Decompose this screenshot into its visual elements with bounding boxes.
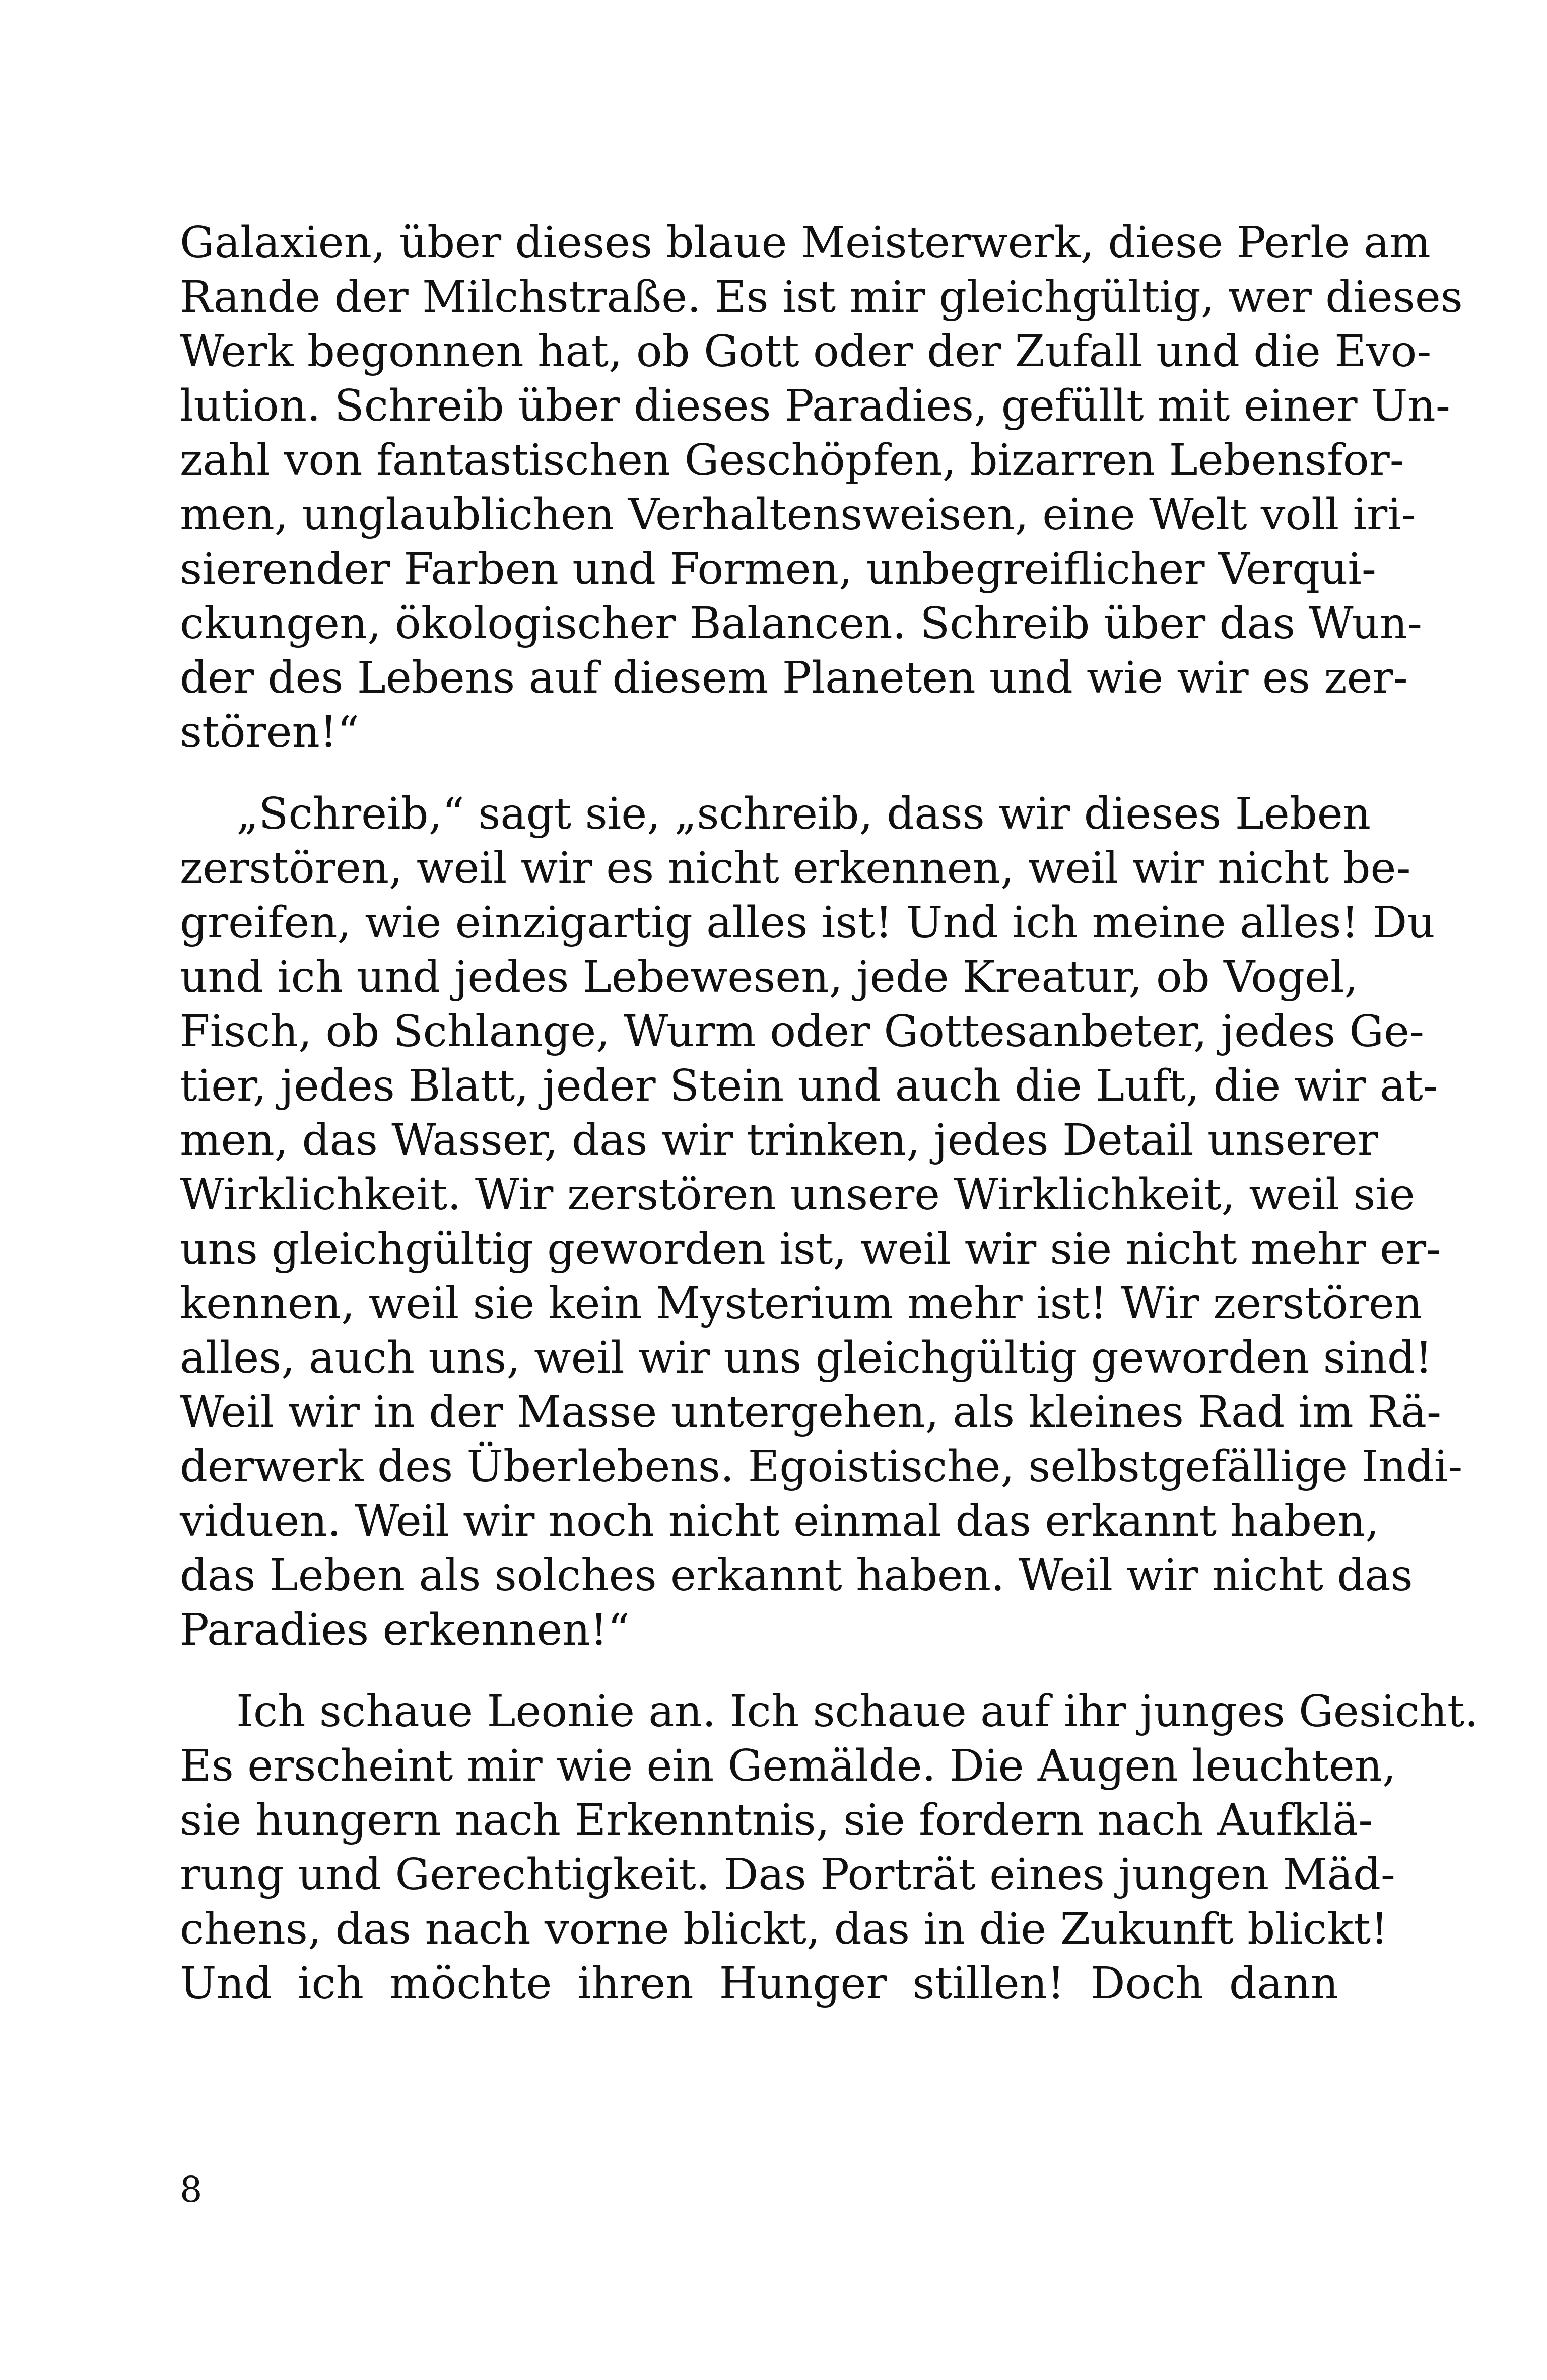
text-line: Und ich möchte ihren Hunger stillen! Doch dann xyxy=(180,1958,1338,2009)
text-line: greifen, wie einzigartig alles ist! Und ich meine alles! Du xyxy=(180,898,1435,948)
body-text xyxy=(180,216,1478,2011)
text-line: derwerk des Überlebens. Egoistische, selbstgefällige Indi- xyxy=(180,1442,1463,1492)
text-line: Ich schaue Leonie an. Ich schaue auf ihr junges Gesicht. xyxy=(236,1686,1478,1737)
text-line: Paradies erkennen!“ xyxy=(180,1605,630,1655)
text-line: lution. Schreib über dieses Paradies, gefüllt mit einer Un- xyxy=(180,381,1450,431)
text-line: sie hungern nach Erkenntnis, sie fordern nach Aufklä- xyxy=(180,1795,1373,1846)
text-line: tier, jedes Blatt, jeder Stein und auch die Luft, die wir at- xyxy=(180,1061,1438,1111)
text-line: men, unglaublichen Verhaltensweisen, eine Welt voll iri- xyxy=(180,490,1416,540)
text-line: „Schreib,“ sagt sie, „schreib, dass wir dieses Leben xyxy=(236,789,1371,839)
text-line: viduen. Weil wir noch nicht einmal das erkannt haben, xyxy=(180,1496,1379,1546)
text-line: und ich und jedes Lebewesen, jede Kreatur, ob Vogel, xyxy=(180,952,1358,1002)
text-line: men, das Wasser, das wir trinken, jedes Detail unserer xyxy=(180,1115,1378,1166)
page-number: 8 xyxy=(180,2169,203,2210)
text-line: chens, das nach vorne blickt, das in die Zukunft blickt! xyxy=(180,1904,1388,1954)
paragraph-1 xyxy=(180,216,1463,760)
text-line: alles, auch uns, weil wir uns gleichgültig geworden sind! xyxy=(180,1333,1433,1383)
text-line: Weil wir in der Masse untergehen, als kleines Rad im Rä- xyxy=(180,1387,1442,1438)
paragraph-3 xyxy=(180,1684,1478,2011)
text-line: uns gleichgültig geworden ist, weil wir sie nicht mehr er- xyxy=(180,1224,1441,1274)
text-line: Es erscheint mir wie ein Gemälde. Die Augen leuchten, xyxy=(180,1741,1396,1791)
text-line: Fisch, ob Schlange, Wurm oder Gottesanbeter, jedes Ge- xyxy=(180,1006,1425,1057)
text-line: Rande der Milchstraße. Es ist mir gleichgültig, wer dieses xyxy=(180,272,1463,322)
paragraph-2 xyxy=(180,787,1463,1657)
text-line: Wirklichkeit. Wir zerstören unsere Wirklichkeit, weil sie xyxy=(180,1170,1415,1220)
text-line: ckungen, ökologischer Balancen. Schreib über das Wun- xyxy=(180,598,1423,649)
text-line: zahl von fantastischen Geschöpfen, bizarren Lebensfor- xyxy=(180,435,1404,486)
text-line: das Leben als solches erkannt haben. Weil wir nicht das xyxy=(180,1550,1413,1601)
text-line: der des Lebens auf diesem Planeten und wie wir es zer- xyxy=(180,653,1408,703)
text-line: sierender Farben und Formen, unbegreiflicher Verqui- xyxy=(180,544,1376,594)
text-line: Werk begonnen hat, ob Gott oder der Zufall und die Evo- xyxy=(180,326,1432,377)
text-line: kennen, weil sie kein Mysterium mehr ist! Wir zerstören xyxy=(180,1278,1423,1329)
text-line: rung und Gerechtigkeit. Das Porträt eines jungen Mäd- xyxy=(180,1850,1395,1900)
text-line: stören!“ xyxy=(180,707,360,758)
text-line: zerstören, weil wir es nicht erkennen, weil wir nicht be- xyxy=(180,843,1411,894)
text-line: Galaxien, über dieses blaue Meisterwerk, diese Perle am xyxy=(180,218,1431,268)
